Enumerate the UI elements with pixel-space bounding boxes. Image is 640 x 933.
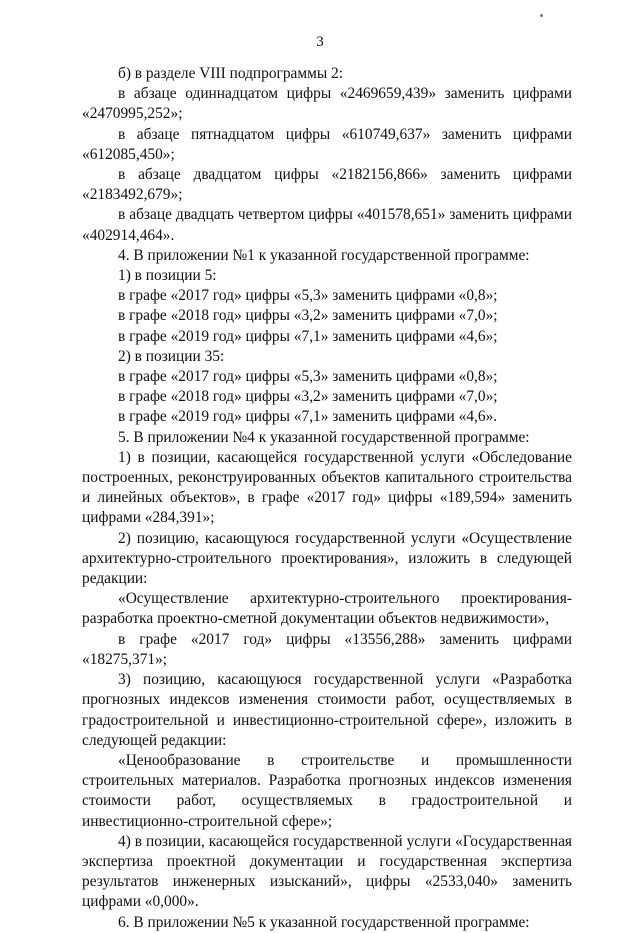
paragraph: 5. В приложении №4 к указанной государственной программе: [118, 428, 530, 446]
paragraph: в абзаце пятнадцатом цифры «610749,637» заменить цифрами «612085,450»; [82, 125, 572, 163]
paragraph: 4) в позиции, касающейся государственной услуги «Государственная экспертиза проектной документации и государственная экспертиза результатов инженерных изысканий», цифры «2533,040» заменить цифрами «0,000». [82, 832, 572, 911]
paragraph: 2) позицию, касающуюся государственной услуги «Осуществление архитектурно-строительного проектирования», изложить в следующей редакции: [82, 529, 572, 588]
page-number: 3 [316, 34, 324, 50]
paragraph: 1) в позиции 5: [118, 267, 217, 285]
paragraph: 1) в позиции, касающейся государственной услуги «Обследование построенных, реконструированных объектов капитального строительства и линейных объектов», в графе «2017 год» цифры «189,594» заменить цифрами «284,391»; [82, 448, 572, 527]
paragraph: 6. В приложении №5 к указанной государственной программе: [118, 913, 530, 931]
document-body [82, 64, 572, 933]
paragraph: 2) в позиции 35: [118, 347, 225, 365]
quoted-paragraph: «Ценообразование в строительстве и промышленности строительных материалов. Разработка прогнозных индексов изменения стоимости работ, осуществляемых в градостроительной и инвестиционно-строительной сфере»; [82, 751, 572, 830]
paragraph: в абзаце двадцать четвертом цифры «401578,651» заменить цифрами «402914,464». [82, 206, 572, 244]
scan-speck [540, 14, 543, 17]
paragraph: в графе «2018 год» цифры «3,2» заменить цифрами «7,0»; [118, 388, 498, 406]
paragraph: в графе «2018 год» цифры «3,2» заменить цифрами «7,0»; [118, 307, 498, 325]
paragraph: в графе «2017 год» цифры «13556,288» заменить цифрами «18275,371»; [82, 630, 572, 668]
paragraph: в графе «2019 год» цифры «7,1» заменить цифрами «4,6». [118, 408, 498, 426]
quoted-paragraph: «Осуществление архитектурно-строительного проектирования-разработка проектно-сметной документации объектов недвижимости», [82, 590, 572, 628]
paragraph: 4. В приложении №1 к указанной государственной программе: [118, 246, 530, 264]
paragraph: 3) позицию, касающуюся государственной услуги «Разработка прогнозных индексов изменения стоимости работ, осуществляемых в градостроительной и инвестиционно-строительной сфере», изложить в следующей редакции: [82, 671, 572, 749]
paragraph: в графе «2017 год» цифры «5,3» заменить цифрами «0,8»; [118, 287, 498, 305]
paragraph: в абзаце двадцатом цифры «2182156,866» заменить цифрами «2183492,679»; [82, 166, 572, 204]
paragraph: в абзаце одиннадцатом цифры «2469659,439» заменить цифрами «2470995,252»; [82, 85, 572, 123]
paragraph: б) в разделе VIII подпрограммы 2: [118, 65, 344, 82]
paragraph: в графе «2017 год» цифры «5,3» заменить цифрами «0,8»; [118, 368, 498, 386]
paragraph: в графе «2019 год» цифры «7,1» заменить цифрами «4,6»; [118, 327, 498, 345]
